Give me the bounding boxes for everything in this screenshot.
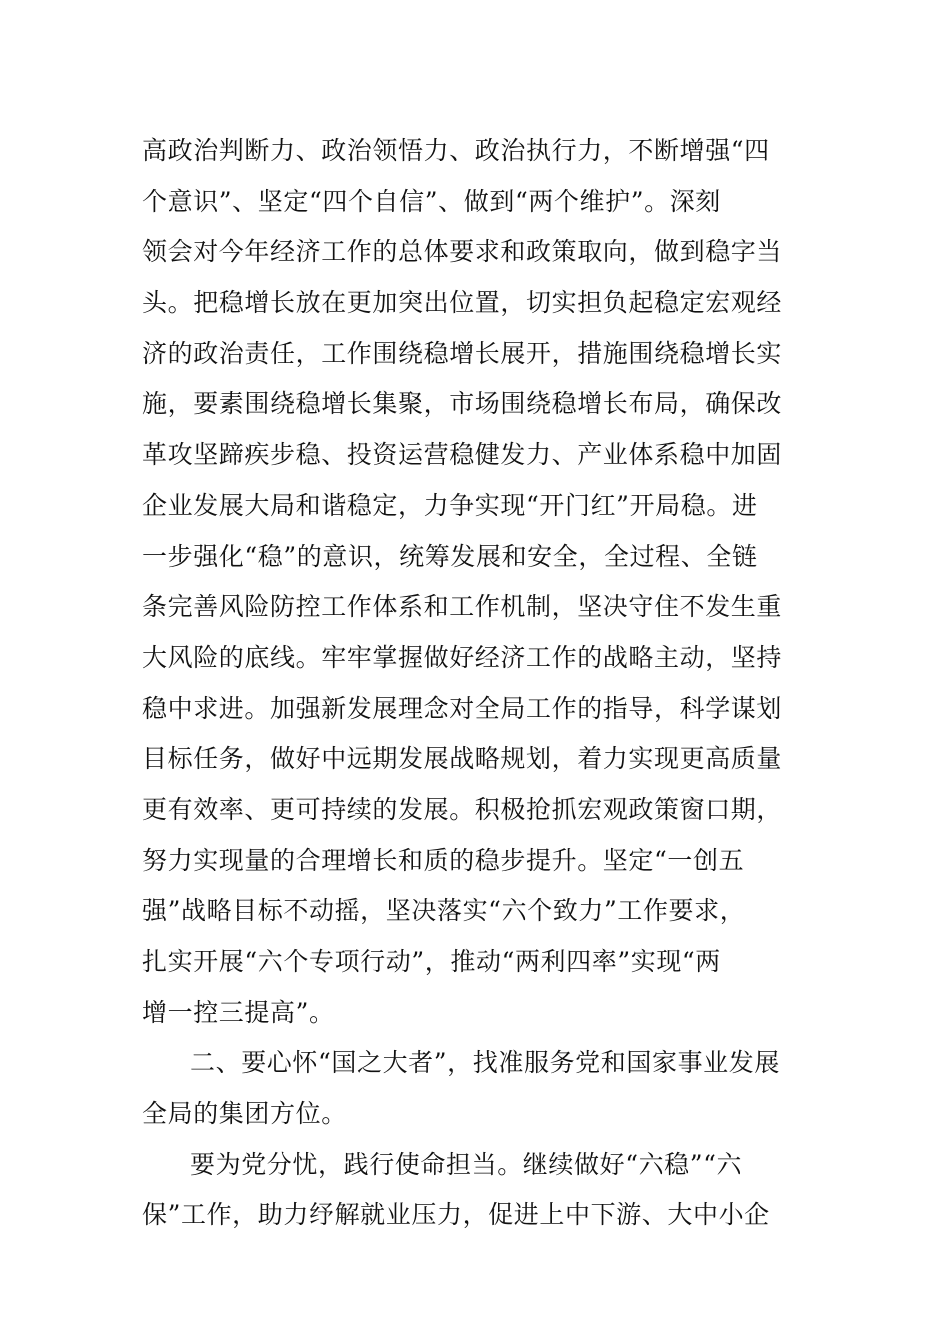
text-line-14: 更有效率、更可持续的发展。积极抢抓宏观政策窗口期， (142, 794, 783, 824)
text-line-5: 济的政治责任，工作围绕稳增长展开，措施围绕稳增长实 (142, 338, 783, 368)
text-line-18: 增一控三提高”。 (142, 997, 335, 1027)
text-line-17: 扎实开展“六个专项行动”，推动“两利四率”实现“两 (142, 947, 721, 976)
section-heading-line-2: 全局的集团方位。 (142, 1099, 347, 1129)
text-line-1: 高政治判断力、政治领悟力、政治执行力，不断增强“四 (142, 136, 770, 165)
section-heading-line-1: 二、要心怀“国之大者”，找准服务党和国家事业发展 (190, 1048, 780, 1078)
text-line-10: 条完善风险防控工作体系和工作机制，坚决守住不发生重 (142, 592, 783, 622)
text-line-15: 努力实现量的合理增长和质的稳步提升。坚定“一创五 (142, 845, 745, 875)
text-line-12: 稳中求进。加强新发展理念对全局工作的指导，科学谋划 (142, 693, 783, 723)
text-line-16: 强”战略目标不动摇，坚决落实“六个致力”工作要求， (142, 896, 746, 926)
text-line-8: 企业发展大局和谐稳定，力争实现“开门红”开局稳。进 (142, 490, 758, 520)
text-line-22: 保”工作，助力纾解就业压力，促进上中下游、大中小企 (142, 1200, 770, 1230)
text-line-11: 大风险的底线。牢牢掌握做好经济工作的战略主动，坚持 (142, 642, 783, 672)
body-text (142, 126, 810, 1241)
text-line-4: 头。把稳增长放在更加突出位置，切实担负起稳定宏观经 (142, 288, 783, 318)
text-line-6: 施，要素围绕稳增长集聚，市场围绕稳增长布局，确保改 (142, 389, 783, 419)
text-line-9: 一步强化“稳”的意识，统筹发展和安全，全过程、全链 (142, 541, 758, 571)
text-line-3: 领会对今年经济工作的总体要求和政策取向，做到稳字当 (142, 237, 783, 267)
text-line-21: 要为党分忧，践行使命担当。继续做好“六稳”“六 (190, 1149, 743, 1179)
text-line-2: 个意识”、坚定“四个自信”、做到“两个维护”。深刻 (142, 186, 721, 216)
text-line-7: 革攻坚蹄疾步稳、投资运营稳健发力、产业体系稳中加固 (142, 440, 783, 470)
text-line-13: 目标任务，做好中远期发展战略规划，着力实现更高质量 (142, 744, 783, 774)
